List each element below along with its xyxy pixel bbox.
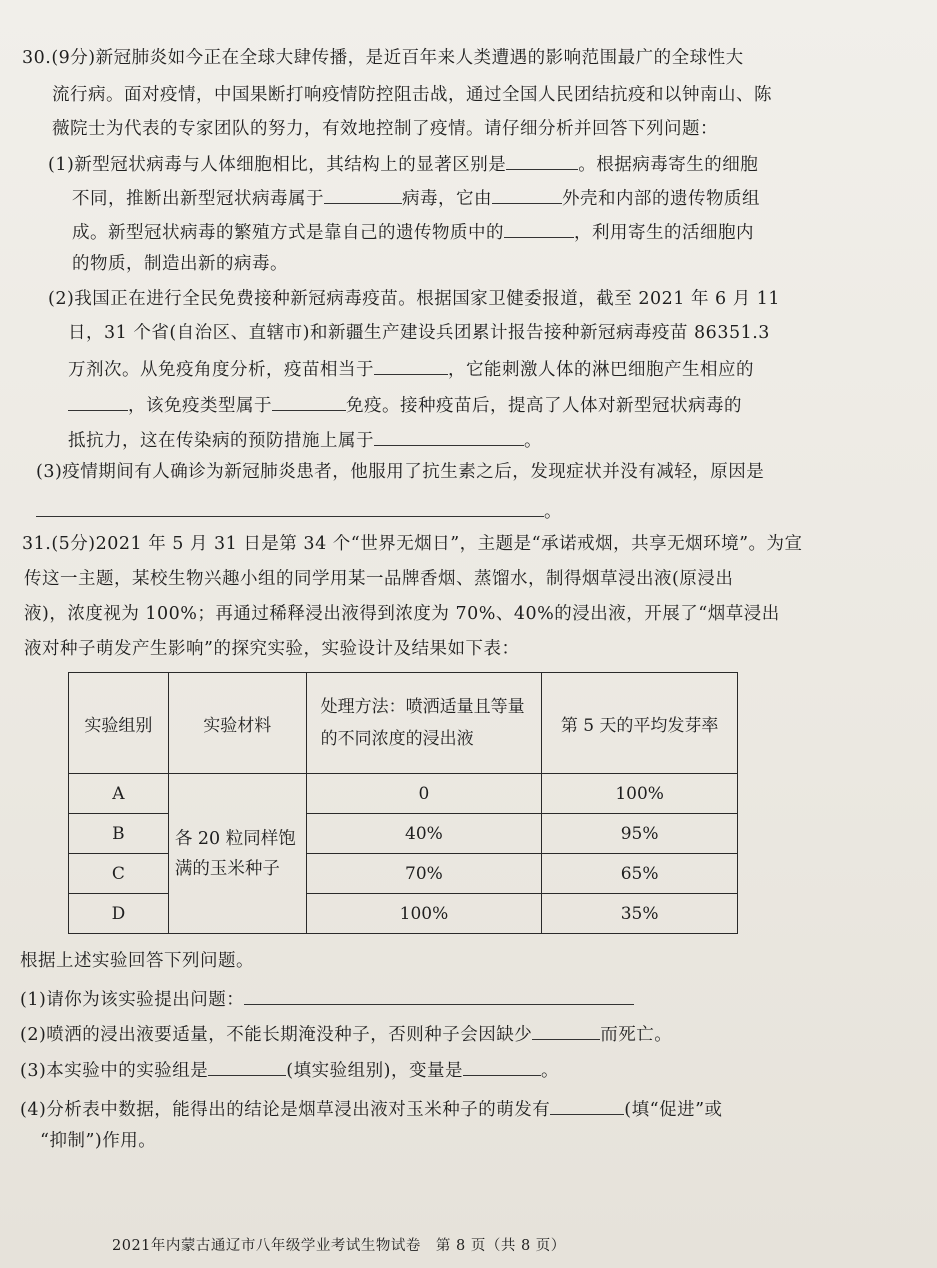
q31-part-4 bbox=[20, 1096, 723, 1121]
text: 外壳和内部的遗传物质组 bbox=[562, 189, 760, 209]
text: 万剂次。从免疫角度分析，疫苗相当于 bbox=[68, 360, 374, 380]
header-cell: 实验材料 bbox=[168, 673, 306, 774]
answer-blank[interactable] bbox=[324, 185, 402, 204]
text: 不同，推断出新型冠状病毒属于 bbox=[72, 189, 324, 209]
germination-rate-cell: 95% bbox=[542, 814, 738, 854]
table-header-row bbox=[69, 673, 738, 774]
table-row bbox=[69, 774, 738, 814]
text: (3)本实验中的实验组是 bbox=[20, 1061, 209, 1081]
answer-blank[interactable] bbox=[374, 356, 448, 375]
q31-line-4: 液对种子萌发产生影响”的探究实验，实验设计及结果如下表： bbox=[24, 639, 520, 659]
header-cell: 第 5 天的平均发芽率 bbox=[542, 673, 738, 774]
group-cell: B bbox=[69, 814, 169, 854]
germination-rate-cell: 35% bbox=[542, 894, 738, 934]
answer-blank[interactable] bbox=[68, 392, 128, 411]
group-cell: D bbox=[69, 894, 169, 934]
text: (1)新型冠状病毒与人体细胞相比，其结构上的显著区别是 bbox=[48, 155, 507, 175]
q30-1-line-4: 的物质，制造出新的病毒。 bbox=[72, 254, 288, 274]
group-cell: C bbox=[69, 854, 169, 894]
q30-2-line-2: 日，31 个省(自治区、直辖市)和新疆生产建设兵团累计报告接种新冠病毒疫苗 86351.3 bbox=[68, 323, 770, 343]
concentration-cell: 70% bbox=[306, 854, 542, 894]
answer-blank[interactable] bbox=[504, 219, 574, 238]
q31-part-3 bbox=[20, 1057, 559, 1082]
experiment-table bbox=[68, 672, 738, 934]
concentration-cell: 100% bbox=[306, 894, 542, 934]
q31-line-2: 传这一主题，某校生物兴趣小组的同学用某一品牌香烟、蒸馏水，制得烟草浸出液(原浸出 bbox=[24, 569, 734, 589]
text: 成。新型冠状病毒的繁殖方式是靠自己的遗传物质中的 bbox=[72, 223, 504, 243]
q30-3-line-1: (3)疫情期间有人确诊为新冠肺炎患者，他服用了抗生素之后，发现症状并没有减轻，原因是 bbox=[36, 462, 765, 482]
page-footer: 2021年内蒙古通辽市八年级学业考试生物试卷 第 8 页（共 8 页） bbox=[112, 1238, 566, 1254]
text: 。根据病毒寄生的细胞 bbox=[578, 155, 759, 175]
germination-rate-cell: 100% bbox=[542, 774, 738, 814]
q30-1-line-1 bbox=[48, 151, 758, 176]
concentration-cell: 0 bbox=[306, 774, 542, 814]
q30-1-line-3 bbox=[72, 219, 754, 244]
answer-blank[interactable] bbox=[463, 1057, 541, 1076]
answer-blank[interactable] bbox=[272, 392, 346, 411]
q31-intro: 根据上述实验回答下列问题。 bbox=[20, 951, 254, 971]
answer-blank[interactable] bbox=[550, 1096, 624, 1115]
q31-line-3: 液)，浓度视为 100%；再通过稀释浸出液得到浓度为 70%、40%的浸出液，开展了“烟草浸出 bbox=[24, 604, 780, 624]
q30-line-1: 30.(9分)新冠肺炎如今正在全球大肆传播，是近百年来人类遭遇的影响范围最广的全球性大 bbox=[22, 48, 744, 68]
answer-blank[interactable] bbox=[244, 986, 634, 1005]
answer-blank[interactable] bbox=[532, 1021, 600, 1040]
q31-part-1 bbox=[20, 986, 634, 1011]
text: 病毒，它由 bbox=[402, 189, 492, 209]
q30-2-line-4 bbox=[68, 392, 742, 417]
text: 。 bbox=[524, 431, 542, 451]
concentration-cell: 40% bbox=[306, 814, 542, 854]
answer-blank[interactable] bbox=[36, 498, 544, 517]
text: 。 bbox=[540, 1061, 559, 1081]
q30-1-line-2 bbox=[72, 185, 760, 210]
q30-3-line-2 bbox=[36, 498, 562, 523]
material-cell: 各 20 粒同样饱满的玉米种子 bbox=[168, 774, 306, 934]
germination-rate-cell: 65% bbox=[542, 854, 738, 894]
answer-blank[interactable] bbox=[492, 185, 562, 204]
text: 免疫。接种疫苗后，提高了人体对新型冠状病毒的 bbox=[346, 396, 742, 416]
q30-2-line-3 bbox=[68, 356, 754, 381]
text: ，它能刺激人体的淋巴细胞产生相应的 bbox=[448, 360, 754, 380]
answer-blank[interactable] bbox=[506, 151, 578, 170]
q31-part-2 bbox=[20, 1021, 672, 1046]
text: 。 bbox=[544, 502, 562, 522]
q30-2-line-5 bbox=[68, 427, 542, 452]
q31-part-4-cont: “抑制”)作用。 bbox=[40, 1131, 157, 1151]
header-cell: 处理方法：喷洒适量且等量的不同浓度的浸出液 bbox=[306, 673, 542, 774]
group-cell: A bbox=[69, 774, 169, 814]
answer-blank[interactable] bbox=[374, 427, 524, 446]
q30-line-3: 薇院士为代表的专家团队的努力，有效地控制了疫情。请仔细分析并回答下列问题： bbox=[52, 119, 718, 139]
text: 抵抗力，这在传染病的预防措施上属于 bbox=[68, 431, 374, 451]
text: (2)喷洒的浸出液要适量，不能长期淹没种子，否则种子会因缺少 bbox=[20, 1025, 533, 1045]
text: ，该免疫类型属于 bbox=[128, 396, 272, 416]
text: (填“促进”或 bbox=[624, 1100, 723, 1120]
text: (1)请你为该实验提出问题： bbox=[20, 990, 245, 1010]
text: (填实验组别)，变量是 bbox=[286, 1061, 463, 1081]
text: (4)分析表中数据，能得出的结论是烟草浸出液对玉米种子的萌发有 bbox=[20, 1100, 551, 1120]
q31-line-1: 31.(5分)2021 年 5 月 31 日是第 34 个“世界无烟日”，主题是“承诺戒烟，共享无烟环境”。为宣 bbox=[22, 534, 803, 554]
q30-2-line-1: (2)我国正在进行全民免费接种新冠病毒疫苗。根据国家卫健委报道，截至 2021 年 6 月 11 bbox=[48, 289, 781, 309]
q30-line-2: 流行病。面对疫情，中国果断打响疫情防控阻击战，通过全国人民团结抗疫和以钟南山、陈 bbox=[52, 85, 772, 105]
header-cell: 实验组别 bbox=[69, 673, 169, 774]
answer-blank[interactable] bbox=[208, 1057, 286, 1076]
text: 而死亡。 bbox=[600, 1025, 673, 1045]
text: ，利用寄生的活细胞内 bbox=[574, 223, 754, 243]
